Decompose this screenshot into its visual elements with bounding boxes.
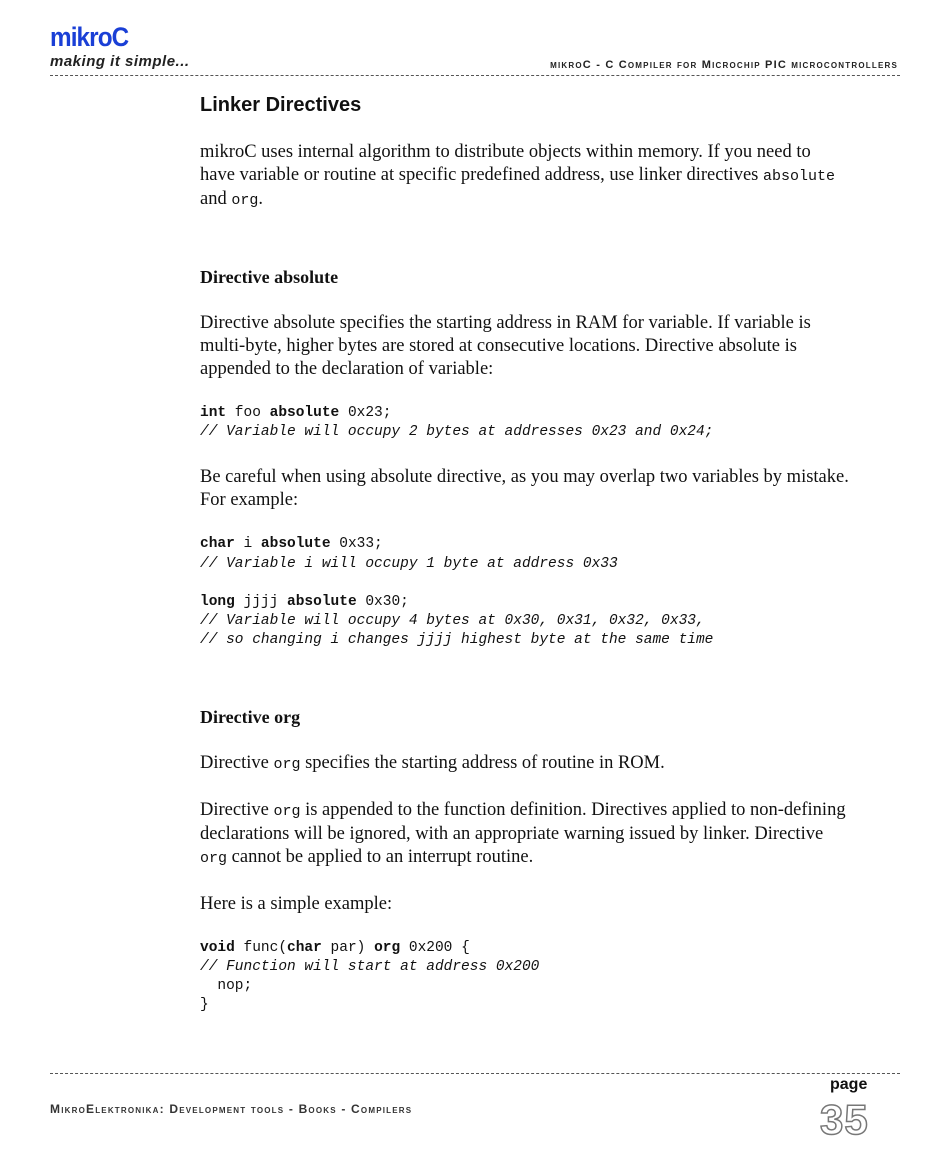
org-text: is appended to the function definition. Directives applied to non-defining declarations will be ignored, with an appropriate warning issued by linker. Directive xyxy=(200,799,846,844)
org-paragraph-3: Here is a simple example: xyxy=(200,893,393,914)
code-text: nop; xyxy=(200,978,253,995)
mikroc-logo: mikroC xyxy=(50,22,129,52)
code-comment: // Variable will occupy 2 bytes at addresses 0x23 and 0x24; xyxy=(200,424,714,441)
page-number: 35 xyxy=(820,1096,869,1143)
org-paragraph-2 xyxy=(200,799,850,870)
page-content xyxy=(200,94,850,1039)
code-keyword: char xyxy=(200,536,235,553)
header-title: mikroC - C Compiler for Microchip PIC microcontrollers xyxy=(550,59,898,71)
code-keyword: long xyxy=(200,594,235,611)
code-keyword: org xyxy=(374,939,401,956)
code-example-2 xyxy=(200,535,850,650)
code-keyword: void xyxy=(200,939,235,956)
org-text: cannot be applied to an interrupt routine. xyxy=(227,846,534,867)
intro-text: and xyxy=(200,189,232,209)
tagline: making it simple... xyxy=(50,53,190,70)
org-paragraph-1 xyxy=(200,752,850,776)
header-divider xyxy=(50,75,900,76)
absolute-paragraph: Directive absolute specifies the starting address in RAM for variable. If variable is multi-byte, higher bytes are stored at consecutive locations. Directive absolute is appended to the declaration of variable: xyxy=(200,313,811,379)
caution-paragraph: Be careful when using absolute directive, as you may overlap two variables by mistake. For example: xyxy=(200,467,849,511)
intro-paragraph xyxy=(200,141,850,212)
page-label: page xyxy=(830,1076,868,1093)
code-comment: // so changing i changes jjjj highest byte at the same time xyxy=(200,632,714,649)
code-absolute: absolute xyxy=(763,168,836,185)
code-text: foo xyxy=(226,405,270,421)
code-comment: // Function will start at address 0x200 xyxy=(200,958,540,975)
footer-text: MikroElektronika: Development tools - Books - Compilers xyxy=(50,1102,413,1116)
code-text: par) xyxy=(321,939,375,956)
code-text: 0x33; xyxy=(330,536,383,553)
code-example-1 xyxy=(200,404,850,442)
section-title: Linker Directives xyxy=(200,94,362,116)
code-keyword: absolute xyxy=(260,536,331,553)
code-org: org xyxy=(231,192,259,209)
org-text: specifies the starting address of routine in ROM. xyxy=(300,752,665,773)
code-text: jjjj xyxy=(234,594,288,611)
code-org: org xyxy=(273,755,301,773)
code-text: 0x30; xyxy=(356,594,409,611)
code-comment: // Variable i will occupy 1 byte at address 0x33 xyxy=(200,555,618,572)
code-keyword: int xyxy=(200,405,227,421)
code-example-org xyxy=(200,939,850,1016)
intro-text: mikroC uses internal algorithm to distribute objects within memory. If you need to have variable or routine at specific predefined address, use linker directives xyxy=(200,142,811,185)
code-comment: // Variable will occupy 4 bytes at 0x30, 0x31, 0x32, 0x33, xyxy=(200,613,705,630)
code-keyword: char xyxy=(287,939,322,956)
code-text: func( xyxy=(234,939,288,956)
code-keyword: absolute xyxy=(287,594,357,611)
org-heading: Directive org xyxy=(200,706,301,727)
org-text: Directive xyxy=(200,752,274,773)
intro-text: . xyxy=(258,189,263,209)
code-text: 0x23; xyxy=(339,405,392,421)
org-text: Directive xyxy=(200,799,274,820)
code-text: 0x200 { xyxy=(400,939,470,956)
footer-divider xyxy=(50,1073,900,1074)
absolute-heading: Directive absolute xyxy=(200,267,339,287)
code-org: org xyxy=(200,849,228,867)
code-keyword: absolute xyxy=(269,405,340,421)
code-text: i xyxy=(234,536,261,553)
code-text: } xyxy=(200,997,209,1014)
code-org: org xyxy=(273,802,301,820)
